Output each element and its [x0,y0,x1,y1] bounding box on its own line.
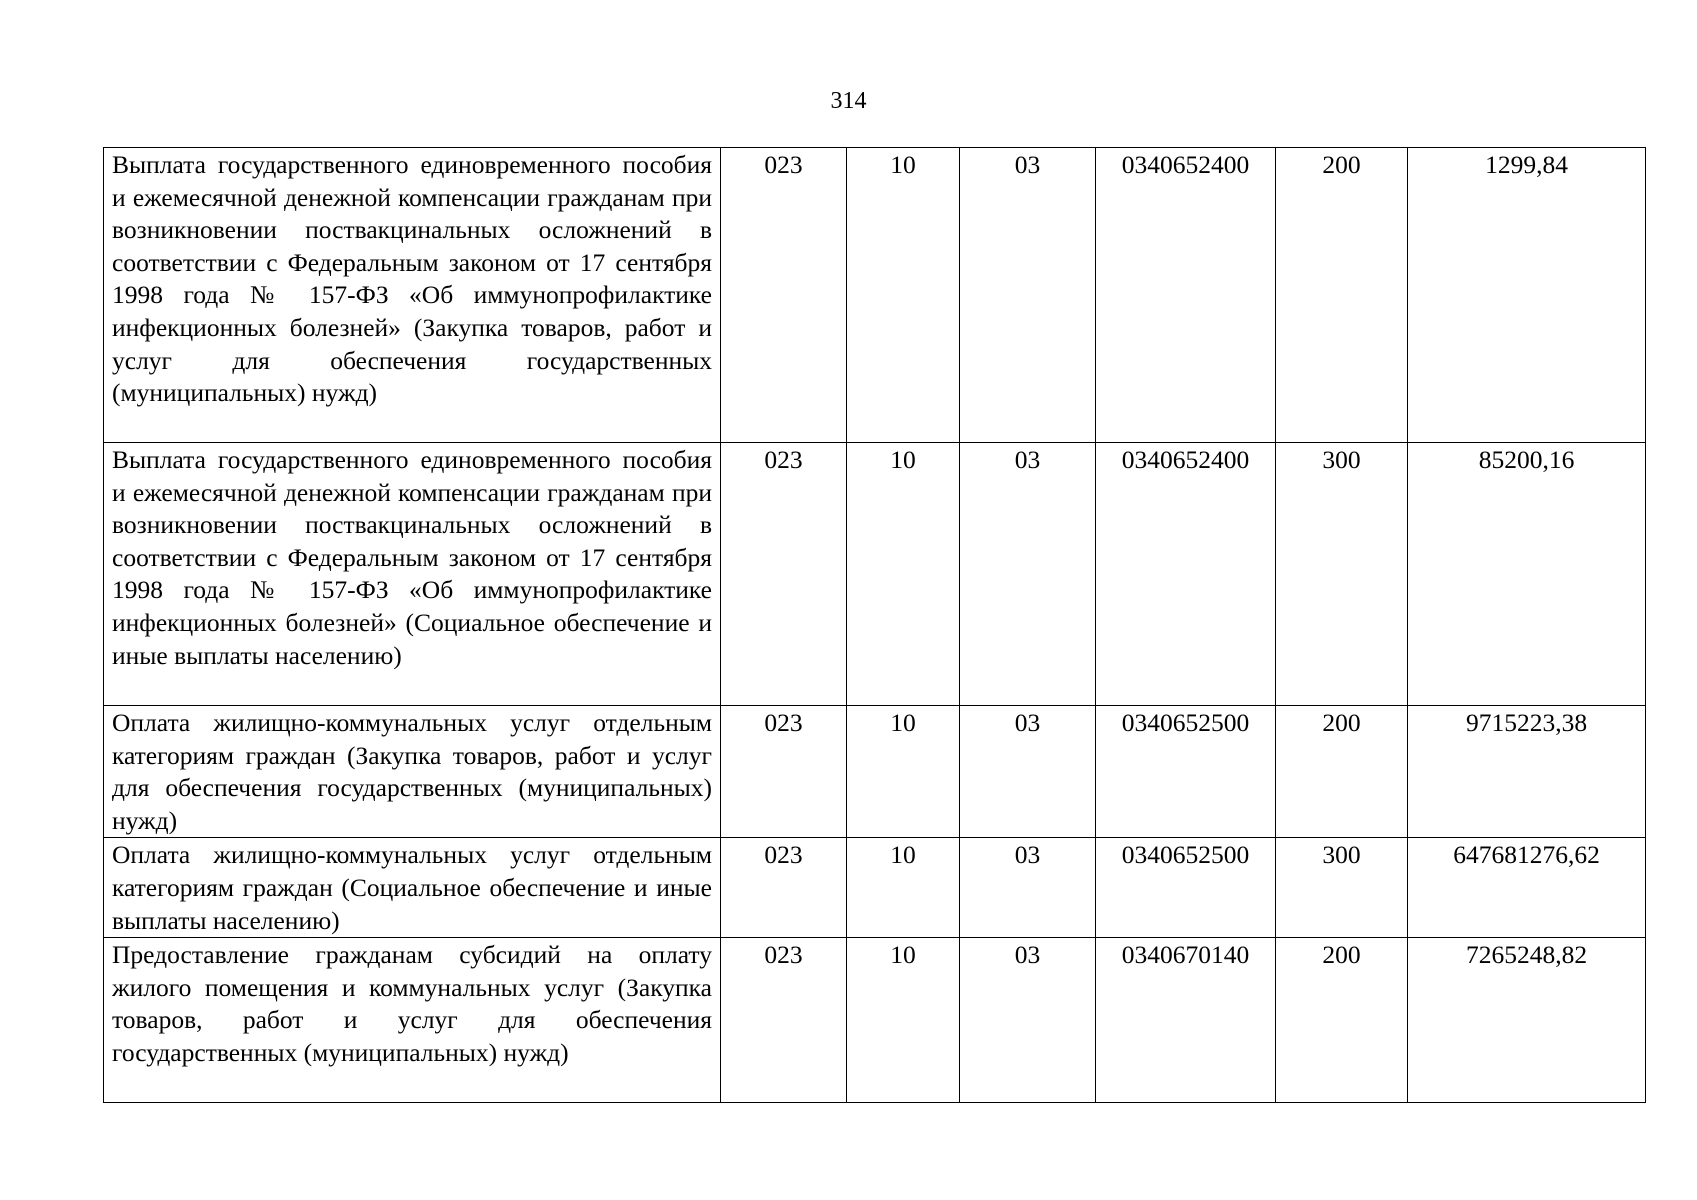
expense-type-code: 300 [1276,443,1408,706]
row-description: Оплата жилищно-коммунальных услуг отдельным категориям граждан (Закупка товаров, работ и услуг для обеспечения государственных (муниципальных) нужд) [104,706,721,838]
ministry-code: 023 [721,706,847,838]
target-article-code: 0340670140 [1096,938,1276,1103]
section-code: 10 [847,838,960,938]
table-row [104,938,1646,1103]
amount: 9715223,38 [1408,706,1646,838]
row-description: Оплата жилищно-коммунальных услуг отдельным категориям граждан (Социальное обеспечение и иные выплаты населению) [104,838,721,938]
expense-type-code: 200 [1276,706,1408,838]
target-article-code: 0340652500 [1096,838,1276,938]
row-description: Выплата государственного единовременного пособия и ежемесячной денежной компенсации гражданам при возникновении поствакцинальных осложнений в соответствии с Федеральным законом от 17 сентября 1998 года № 157-ФЗ «Об иммунопрофилактике инфекционных болезней» (Закупка товаров, работ и услуг для обеспечения государственных (муниципальных) нужд) [104,148,721,443]
expense-type-code: 300 [1276,838,1408,938]
amount: 7265248,82 [1408,938,1646,1103]
section-code: 10 [847,706,960,838]
ministry-code: 023 [721,938,847,1103]
section-code: 10 [847,443,960,706]
section-code: 10 [847,148,960,443]
amount: 1299,84 [1408,148,1646,443]
section-code: 10 [847,938,960,1103]
ministry-code: 023 [721,148,847,443]
page-number: 314 [830,88,867,114]
ministry-code: 023 [721,838,847,938]
subsection-code: 03 [960,148,1096,443]
expense-type-code: 200 [1276,148,1408,443]
ministry-code: 023 [721,443,847,706]
target-article-code: 0340652500 [1096,706,1276,838]
target-article-code: 0340652400 [1096,443,1276,706]
subsection-code: 03 [960,838,1096,938]
table-row [104,443,1646,706]
row-description: Выплата государственного единовременного пособия и ежемесячной денежной компенсации гражданам при возникновении поствакцинальных осложнений в соответствии с Федеральным законом от 17 сентября 1998 года № 157-ФЗ «Об иммунопрофилактике инфекционных болезней» (Социальное обеспечение и иные выплаты населению) [104,443,721,706]
amount: 85200,16 [1408,443,1646,706]
table-row [104,838,1646,938]
subsection-code: 03 [960,706,1096,838]
row-description: Предоставление гражданам субсидий на оплату жилого помещения и коммунальных услуг (Закупка товаров, работ и услуг для обеспечения государственных (муниципальных) нужд) [104,938,721,1103]
expense-type-code: 200 [1276,938,1408,1103]
amount: 647681276,62 [1408,838,1646,938]
subsection-code: 03 [960,938,1096,1103]
subsection-code: 03 [960,443,1096,706]
budget-table [103,147,1646,1103]
target-article-code: 0340652400 [1096,148,1276,443]
table-row [104,706,1646,838]
table-row [104,148,1646,443]
